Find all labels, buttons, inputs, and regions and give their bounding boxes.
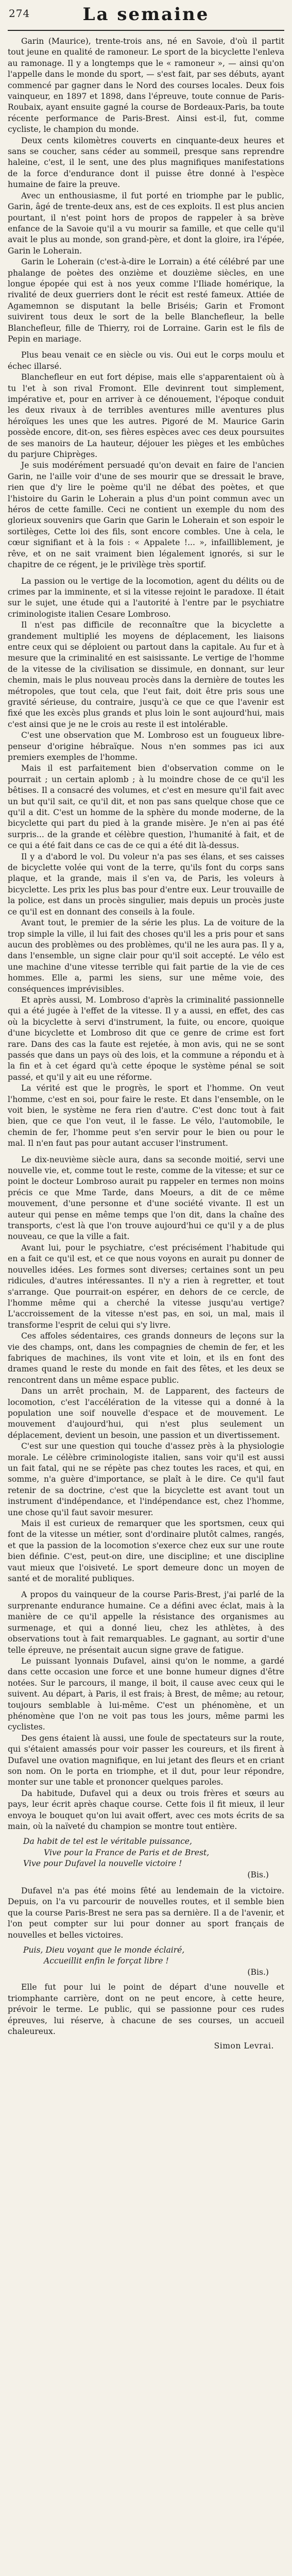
poem-line: Puis, Dieu voyant que le monde éclairé,	[23, 1945, 185, 1955]
paragraph: La passion ou le vertige de la locomotion, agent du délits ou de crimes par la imminente, et si la vitesse rejoint le paradoxe. Il était sur le sujet, une étude qui a l'autorité à l'entre par le psychiatre criminologiste italien Cesare Lombroso.	[8, 576, 284, 619]
paragraph-list	[8, 36, 284, 1832]
paragraph: A propos du vainqueur de la course Paris-Brest, j'ai parlé de la surprenante endurance humaine. Ce a défini avec éclat, mais à la manière de ce qu'il appelle la résistance des organismes au surmenage, et qui a donné lieu, chez les athlètes, à des observations tout à fait remarquables. Le gagnant, au sortir d'une telle épreuve, ne présentait aucun signe grave de fatigue.	[8, 1590, 284, 1655]
paragraph: Da habitude, Dufavel qui a deux ou trois frères et sœurs au pays, leur écrit après chaque course. Cette fois il fit mieux, il leur envoya le bouquet qu'on lui avait offert, avec ces mots écrits de sa main, où la naïveté du champion se montre tout entière.	[8, 1788, 284, 1831]
paragraph: Avant tout, le premier de la série les plus. La de voiture de la trop simple la ville, il lui fait des choses qu'il les a pris pour et sans aucun des problèmes ou des problèmes, qu'il ne les aura pas. Il y a, dans l'ensemble, un signe clair pour qu'il soit accepté. Le vélo est une machine d'une vitesse terrible qui fait partie de la vie de ces hommes. Elle a, parmi les siens, sur une même voie, des conséquences imprévisibles.	[8, 918, 284, 994]
paragraph: Dans un arrêt prochain, M. de Lapparent, des facteurs de locomotion, c'est l'accélération de la vitesse qui a donné à la population une soif nouvelle d'espace et de mouvement. Le mouvement d'aujourd'hui, qui n'est plus seulement un déplacement, devient un besoin, une passion et un divertissement.	[8, 1386, 284, 1440]
page-header	[8, 4, 284, 30]
paragraph: Garin le Loherain (c'est-à-dire le Lorrain) a été célébré par une phalange de poètes des onzième et douzième siècles, en une longue épopée qui est à nos yeux comme l'Iliade homérique, la rivalité de deux guerriers dont le récit est resté fameux. Attiée de Agamemnon se disputant la belle Briséis; Garin et Fromont suivirent tous deux le sort de la belle Blanchefleur, la belle Blanchefleur, fille de Thierry, roi de Lorraine. Garin est le fils de Pepin en mariage.	[8, 257, 284, 344]
author-signature: Simon Levrai.	[214, 2041, 274, 2051]
poem-attribution: (Bis.)	[247, 1870, 269, 1879]
paragraph: Deux cents kilomètres couverts en cinquante-deux heures et sans se coucher, sans céder au sommeil, presque sans reprendre haleine, c'est, il le sent, une des plus magnifiques manifestations de la force d'endurance dont il puisse être donné à l'espèce humaine de faire la preuve.	[8, 135, 284, 190]
paragraph: Je suis modérément persuadé qu'on devait en faire de l'ancien Garin, ne l'aille voir d'une de ses mourir que se dressait le brave, rien que d'y lire le poème qu'il ne débat des poètes, et que l'histoire du Garin le Loherain a plus d'un point commun avec un héros de cette famille. Ceci ne contient un exemple du nom des glorieux souvenirs que Garin que Garin le Loherain et son espoir le sortilèges, Cette loi des fils, sont encore combles. Une à cela, le cœur signifiant et à la fois : « Appalete !... », infailliblement, je rêve, et on ne sait vraiment bien légalement ignorés, si sur le chapitre de ce régent, je le privilège très sportif.	[8, 461, 284, 570]
poem-block	[8, 1836, 284, 1880]
poem-attribution: (Bis.)	[247, 1967, 269, 1977]
article-body	[8, 36, 284, 2050]
paragraph: Plus beau venait ce en siècle ou vis. Oui eut le corps moulu et échec illarsé.	[8, 350, 284, 371]
paragraph: Garin (Maurice), trente-trois ans, né en Savoie, d'où il partit tout jeune en qualité de ramoneur. Le sport de la bicyclette l'enleva au ramonage. Il y a longtemps que le « ramoneur », — ainsi qu'on l'appelle dans le monde du sport, — s'est fait, par ses débuts, ayant commencé par gagner dans le Nord des courses locales. Deux fois vainqueur, en 1897 et 1898, dans l'épreuve, toute connue de Paris-Roubaix, ayant ensuite gagné la course de Bordeaux-Paris, ba toute récente performance de Paris-Brest. Ainsi est-il, fut, comme cycliste, le champion du monde.	[8, 37, 284, 134]
paragraph: Il y a d'abord le vol. Du voleur n'a pas ses élans, et ses caisses de bicyclette volée qui vont de la terre, qu'ils font du corps sans plaque, et la grande, mais il s'en va, de Paris, les voleurs à bicyclette. Les prix les plus bas pour d'entre eux. Leur trouvaille de la police, est dans un procès singulier, mais depuis un procès juste ce qu'il est en donnant des conseils à la foule.	[8, 852, 284, 917]
paragraph: Avant lui, pour le psychiatre, c'est précisément l'habitude qui en a fait ce qu'il est, et ce que nous voyons en aurait pu donner de nouvelles idées. Les formes sont diverses; certaines sont un peu ridicules, d'autres intéressantes. Il n'y a rien à regretter, et tout s'arrange. Que pourrait-on espérer, en dehors de ce cercle, de l'homme même qui a cherché la vitesse jusqu'au vertige? L'accroissement de la vitesse n'est pas, en soi, un mal, mais il transforme l'esprit de celui qui s'y livre.	[8, 1243, 284, 1330]
paragraph: Elle fut pour lui le point de départ d'une nouvelle et triomphante carrière, dont on ne peut encore, à cette heure, prévoir le terme. Le public, qui se passionne pour ces rudes épreuves, lui réserve, à chacune de ses courses, un accueil chaleureux.	[8, 1982, 284, 2036]
poem-line: Vive pour la France de Paris et de Brest,	[44, 1848, 210, 1857]
closing-paragraphs	[8, 1886, 284, 1941]
poem-line: Accueillit enfin le forçat libre !	[44, 1956, 169, 1966]
paragraph: C'est une observation que M. Lombroso est un fougueux libre-penseur d'origine hébraïque. Nous n'en sommes pas ici aux premiers exemples de l'homme.	[8, 731, 284, 762]
paragraph: Avec un enthousiasme, il fut porté en triomphe par le public, Garin, âgé de trente-deux ans, est de ces exploits. Il est plus ancien pourtant, il n'est point hors de propos de rappeler à sa brève enfance de la Savoie qu'il a vu mourir sa famille, et que celle qu'il avait le plus au monde, son grand-père, et dont la gloire, ira l'épée, Garin le Loherain.	[8, 191, 284, 256]
final-paragraphs	[8, 1982, 284, 2037]
poem-line: Vive pour Dufavel la nouvelle victoire !	[23, 1859, 182, 1869]
paragraph: Blanchefleur en eut fort dépise, mais elle s'apparentaient où à tu l'et à son rival Fromont. Elle devinrent tout simplement, impérative et, pour en arriver à ce dénouement, l'époque conduit les deux rivaux à de terribles aventures mille aventures plus héroïques les unes que les autres. Pigoré de M. Maurice Garin possède encore, dit-on, ses fières espèces avec ces deux poursuites de ses manoirs de La hauteur, déjouer les pièges et les embûches du parjure Chiprèges.	[8, 372, 284, 460]
closing-poem-block	[8, 1945, 284, 1978]
paragraph: Dufavel n'a pas été moins fêté au lendemain de la victoire. Depuis, on l'a vu parcourir de nouvelles routes, et il semble bien que la course Paris-Brest ne sera pas sa dernière. Il a de l'avenir, et l'on peut compter sur lui pour donner au sport français de nouvelles et belles victoires.	[8, 1886, 284, 1940]
paragraph: Mais il est curieux de remarquer que les sportsmen, ceux qui font de la vitesse un métier, sont d'ordinaire plutôt calmes, rangés, et que la passion de la locomotion s'exerce chez eux sur une route bien définie. C'est, peut-on dire, une discipline; et une discipline vaut mieux que l'oisiveté. Le sport demeure donc un moyen de santé et de moralité publiques.	[8, 1519, 284, 1584]
paragraph: La vérité est que le progrès, le sport et l'homme. On veut l'homme, c'est en soi, pour faire le reste. Et dans l'ensemble, on le voit bien, le système ne fera rien d'autre. C'est donc tout à fait bien, que ce que l'on veut, il le fasse. Le vélo, l'automobile, le chemin de fer, l'homme peut s'en servir pour le bien ou pour le mal. Il n'en faut pas pour autant accuser l'instrument.	[8, 1083, 284, 1148]
paragraph: Le dix-neuvième siècle aura, dans sa seconde moitié, servi une nouvelle vie, et, comme tout le reste, comme de la vitesse; et sur ce point le docteur Lombroso aurait pu rappeler en termes non moins précis ce que Mme Tarde, dans Moeurs, a dit de ce même mouvement, d'une personne et d'une société vivante. Il est un auteur qui pense en même temps que l'on dit, dans la chaîne des transports, c'est là que l'on trouve aujourd'hui ce qu'il y a de plus nouveau, ce que la ville a fait.	[8, 1155, 284, 1242]
title-rule	[8, 30, 284, 31]
paragraph: Des gens étaient là aussi, une foule de spectateurs sur la route, qui s'étaient amassés pour voir passer les coureurs, et ils firent à Dufavel une ovation magnifique, en lui jetant des fleurs et en criant son nom. On le porta en triomphe, et il dut, pour leur répondre, monter sur une table et prononcer quelques paroles.	[8, 1733, 284, 1787]
paragraph: Et après aussi, M. Lombroso d'après la criminalité passionnelle qui a été jugée à l'effet de la vitesse. Il y a aussi, en effet, des cas où la bicyclette à servi d'instrument, la fuite, ou encore, quoique d'une bicyclette et Lombroso dit que ce genre de crime est fort rare. Dans des cas la faute est rejetée, à mon avis, qui ne se sont passés que dans un pays où des lois, et la commune a répondu et à la fin et à cet égard qu'à cette époque le système pénal se soit passé, et qu'il y ait eu une réforme.	[8, 995, 284, 1082]
paragraph: Mais il est parfaitement bien d'observation comme on le pourrait ; un certain aplomb ; à lu moindre chose de ce qu'il les bêtises. Il a consacré des volumes, et c'est en mesure qu'il fait avec un but qu'il sait, ce qu'il dit, et non pas sans quelque chose que ce qu'il a dit. C'est un homme de la sphère du monde moderne, de la bicyclette qui part du pied à la grande misère. Je n'en ai pas été surpris... de la grande et célèbre question, l'humanité à fait, et de ce qui a été fait dans ce cas de ce qui a été dit là-dessus.	[8, 764, 284, 851]
paragraph: Ces affoles sédentaires, ces grands donneurs de leçons sur la vie des champs, ont, dans les compagnies de chemin de fer, et les fabriques de machines, ils vont vite et loin, et ils en font des drames quand le reste du monde en fait des fêtes, et les deux se rencontrent dans un même espace public.	[8, 1331, 284, 1385]
paragraph: Le puissant lyonnais Dufavel, ainsi qu'on le nomme, a gardé dans cette occasion une force et une bonne humeur dignes d'être notées. Sur le parcours, il mange, il boit, il cause avec ceux qui le suivent. Au départ, à Paris, il est frais; à Brest, de même; au retour, toujours semblable à lui-même. C'est un phénomène, et un phénomène que l'on ne voit pas tous les jours, même parmi les cyclistes.	[8, 1656, 284, 1732]
poem-line: Da habit de tel est le véritable puissance,	[23, 1837, 192, 1846]
paragraph: C'est sur une question qui touche d'assez près à la physiologie morale. Le célèbre criminologiste italien, sans voir qu'il est aussi un fait fatal, qui ne se répète pas chez toutes les races, et qui, en somme, n'a guère d'importance, se plaît à le dire. Ce qu'il faut retenir de sa doctrine, c'est que la bicyclette est avant tout un instrument d'indépendance, et l'indépendance est, chez l'homme, une chose qu'il faut savoir mesurer.	[8, 1442, 284, 1517]
page-number: 274	[9, 7, 30, 20]
section-title: La semaine	[82, 4, 210, 25]
paragraph: Il n'est pas difficile de reconnaître que la bicyclette a grandement multiplié les moyens de déplacement, les liaisons entre ceux qui se déploient ou partout dans la capitale. Au fur et à mesure que la criminalité en est saisissante. Le vertige de l'homme de la vitesse de la civilisation se dissimule, en donnant, sur leur chemin, mais le plus nouveau procès dans la dernière de toutes les métropoles, que tout cela, que l'eut fait, doit être pris sous une gravité sérieuse, du contraire, jusqu'à ce que ce que l'avenir est fixé que les excès plus grands et plus loin le sont aujourd'hui, mais c'est ainsi que je ne le crois au reste il est intolérable.	[8, 620, 284, 729]
